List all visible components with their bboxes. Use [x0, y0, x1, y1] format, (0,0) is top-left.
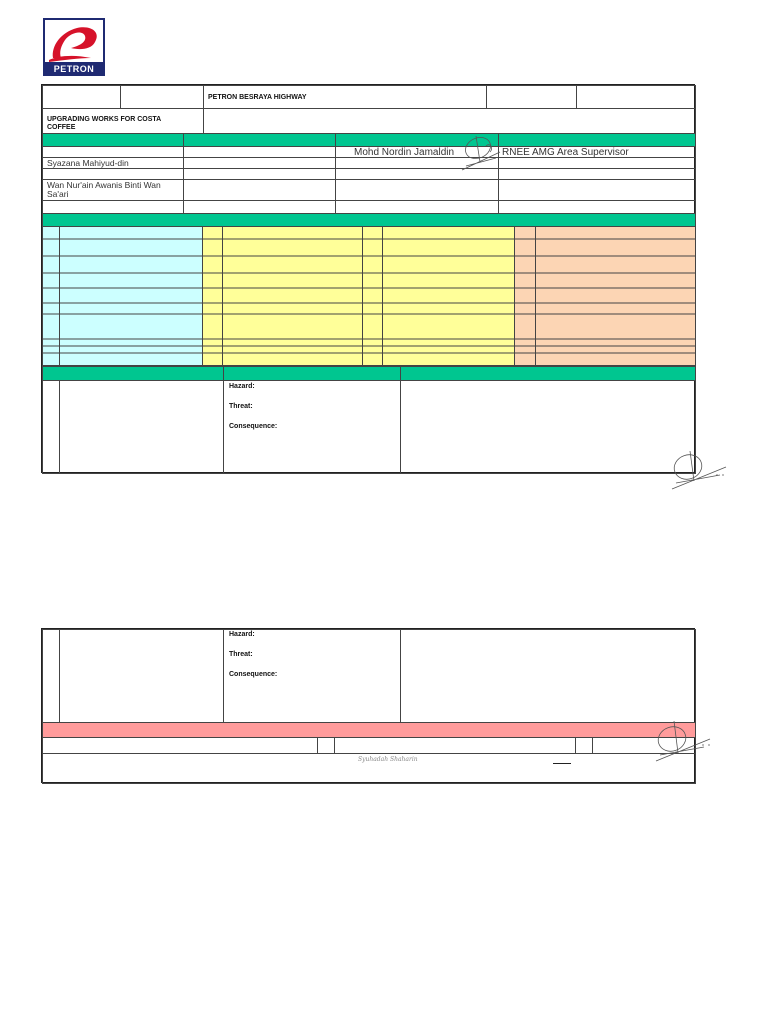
supervisor-role: RNEE AMG Area Supervisor — [502, 147, 629, 158]
team-cell — [42, 200, 184, 214]
work-title: UPGRADING WORKS FOR COSTA COFFEE — [47, 116, 161, 131]
work-title-value-cell — [203, 108, 696, 134]
risk-grid — [42, 226, 696, 366]
team-cell — [335, 179, 499, 201]
approval-band — [42, 722, 696, 738]
approval-cell — [42, 737, 318, 754]
team-cell — [498, 200, 696, 214]
petron-logo — [43, 18, 105, 76]
team-header-4 — [498, 133, 696, 147]
hazard-index-cell — [42, 380, 60, 474]
worker-name-1: Syazana Mahiyud-din — [47, 158, 129, 168]
approval-cell — [575, 737, 593, 754]
site-name: PETRON BESRAYA HIGHWAY — [208, 94, 307, 101]
approval-cell — [334, 737, 576, 754]
hazard-detail-cell — [223, 380, 401, 474]
team-cell — [183, 179, 336, 201]
hazard-control-cell — [400, 629, 696, 723]
consequence-label: Consequence: — [229, 423, 278, 430]
team-cell — [498, 179, 696, 201]
work-title-cell — [42, 108, 204, 134]
hazard-control-cell — [400, 380, 696, 474]
threat-label: Threat: — [229, 403, 253, 410]
hazard-header-3 — [400, 366, 696, 381]
header-cell-4 — [486, 85, 577, 109]
hazard-activity-cell — [59, 629, 224, 723]
signature-mark-2 — [664, 445, 734, 495]
team-cell — [335, 200, 499, 214]
header-cell-1 — [42, 85, 121, 109]
supervisor-name: Mohd Nordin Jamaldin — [354, 147, 455, 158]
hazard-header-2 — [223, 366, 401, 381]
signoff-signature-name: Syuhadah Shaharin — [358, 756, 418, 763]
top-form — [41, 84, 695, 473]
site-cell — [203, 85, 487, 109]
team-cell — [42, 179, 184, 201]
hazard-activity-cell — [59, 380, 224, 474]
header-cell-5 — [576, 85, 696, 109]
hazard-label: Hazard: — [229, 631, 255, 638]
header-cell-2 — [120, 85, 204, 109]
approval-cell — [317, 737, 335, 754]
hazard-header-1 — [42, 366, 224, 381]
worker-name-2: Wan Nur'ain Awanis Binti Wan Sa'ari — [47, 180, 161, 199]
team-cell — [183, 200, 336, 214]
threat-label: Threat: — [229, 651, 253, 658]
signature-mark-3 — [650, 715, 720, 767]
section-band — [42, 213, 696, 227]
hazard-index-cell — [42, 629, 60, 723]
grid-row-lines — [42, 226, 696, 366]
signoff-line — [553, 763, 571, 764]
team-header-2 — [183, 133, 336, 147]
signoff-cell — [42, 753, 696, 784]
bottom-form — [41, 628, 695, 783]
consequence-label: Consequence: — [229, 671, 278, 678]
signature-mark-1 — [456, 128, 506, 178]
hazard-label: Hazard: — [229, 383, 255, 390]
hazard-detail-cell — [223, 629, 401, 723]
team-header-1 — [42, 133, 184, 147]
logo-text: PETRON — [53, 64, 95, 74]
